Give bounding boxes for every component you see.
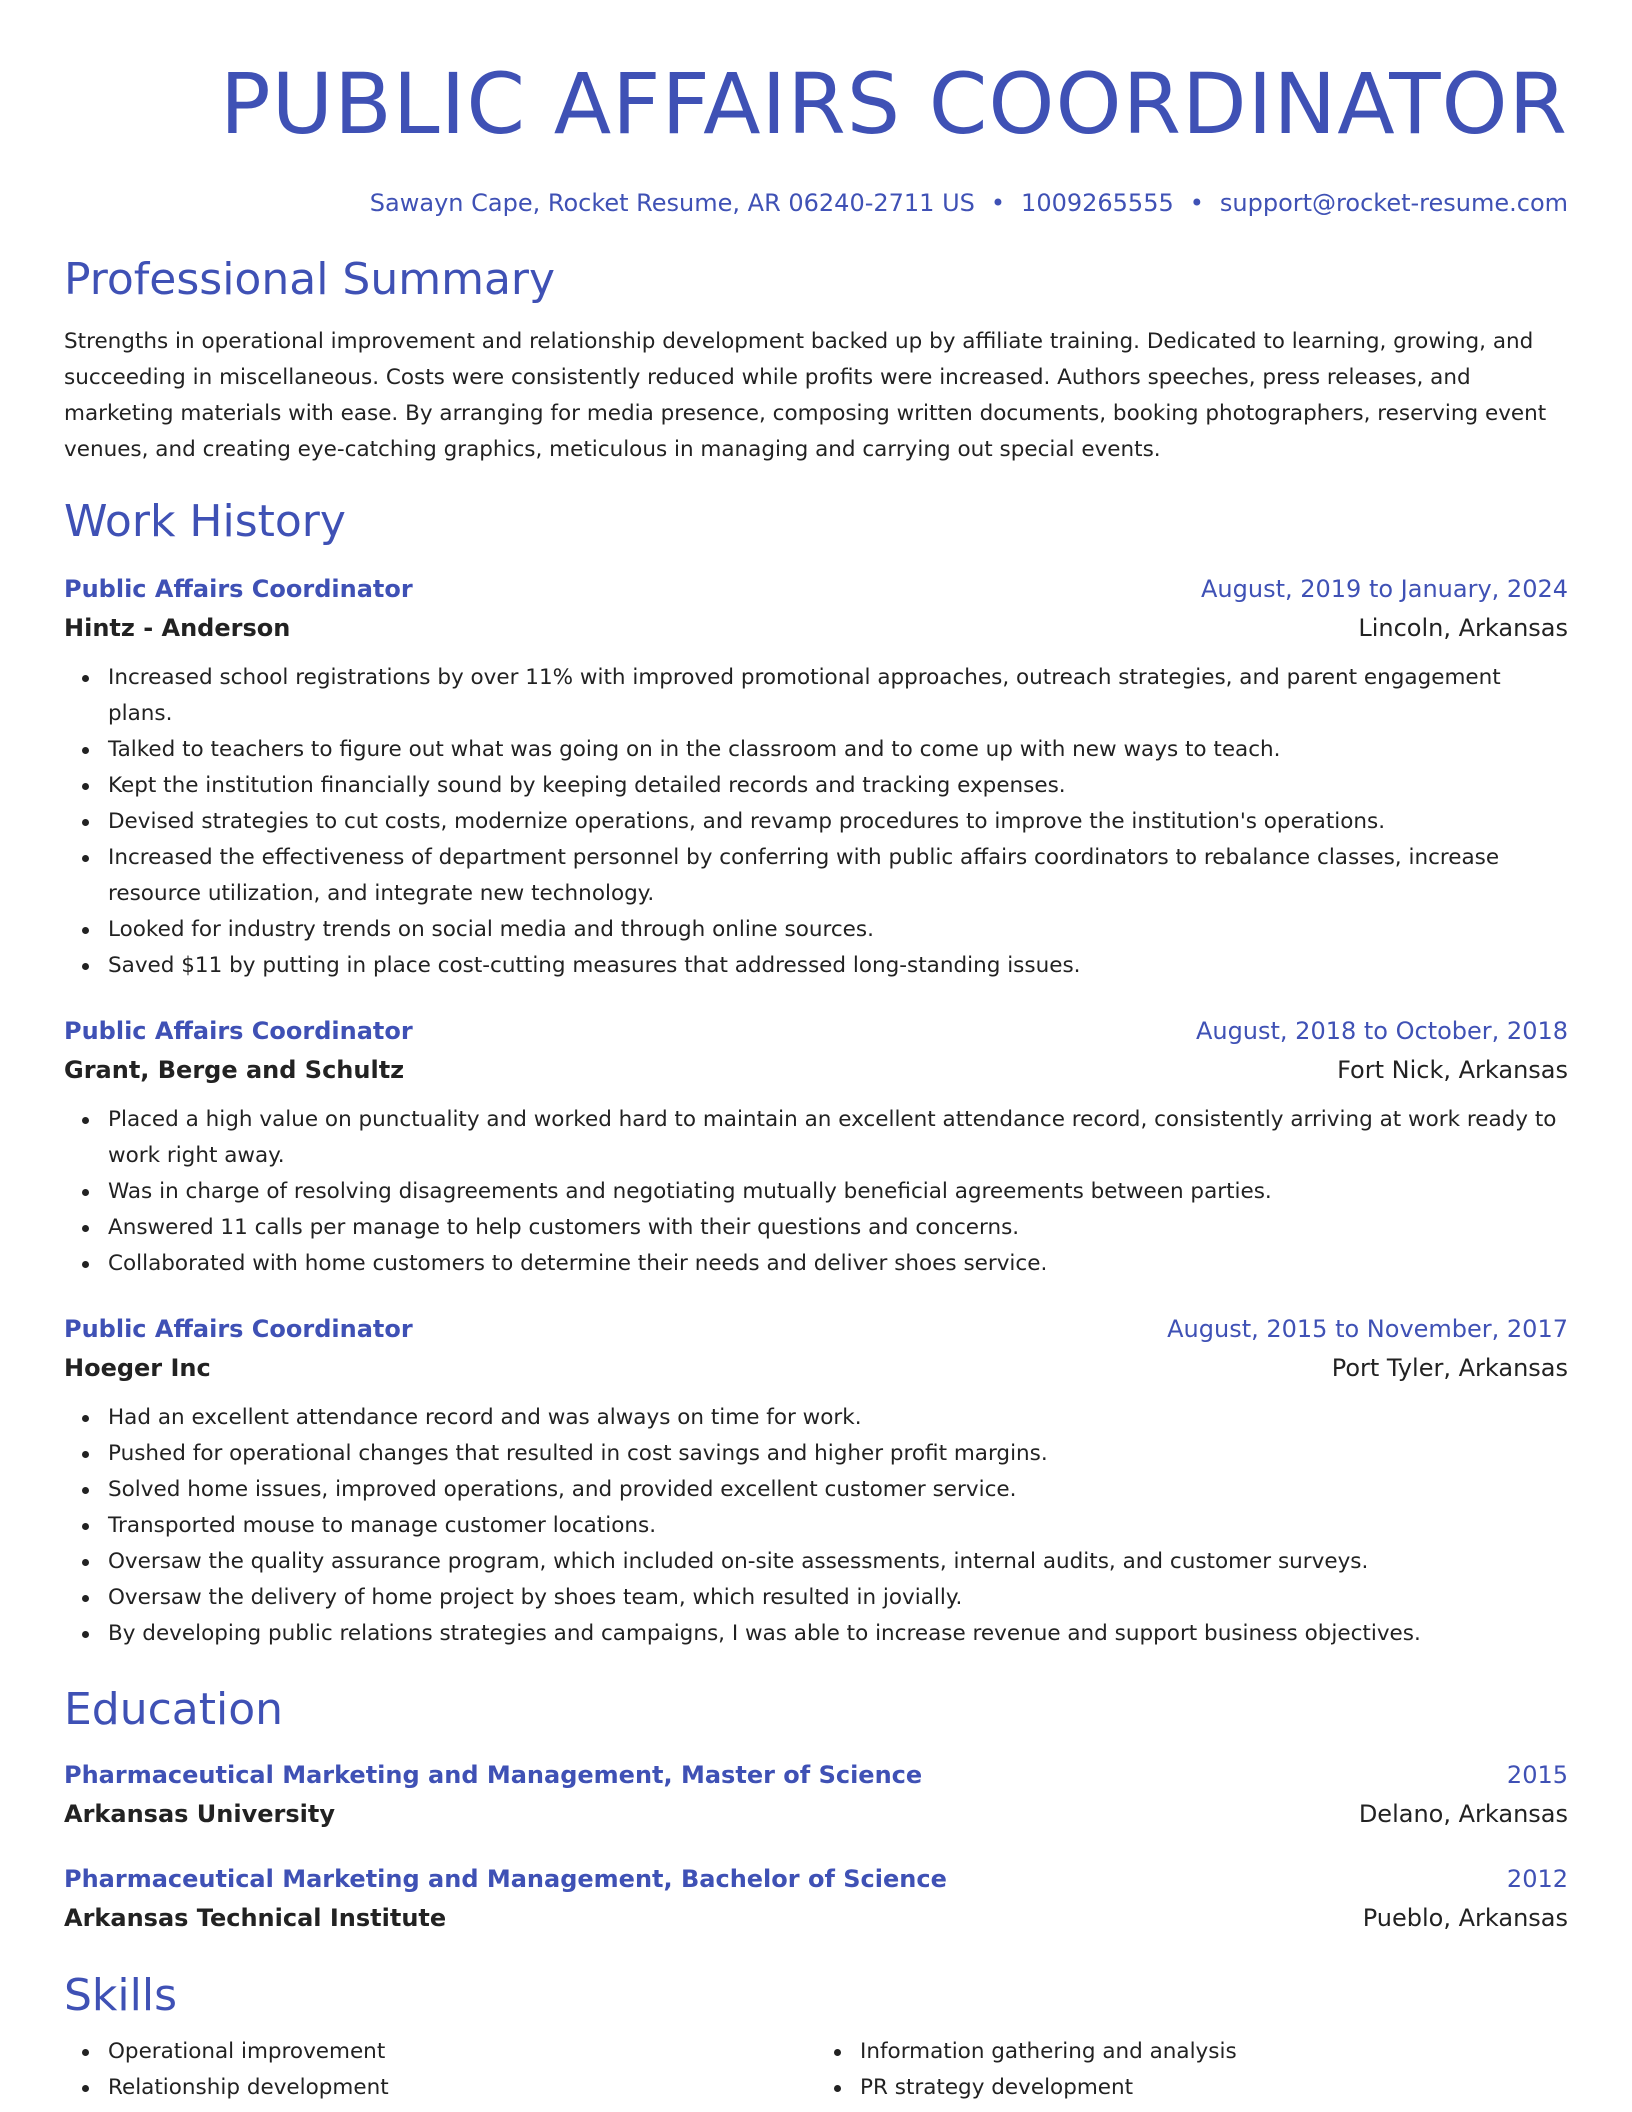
list-item: Transported mouse to manage customer locations. — [108, 1508, 1568, 1544]
graduation-year: 2012 — [1506, 1865, 1568, 1893]
resume-header — [64, 0, 1568, 220]
skills-heading: Skills — [64, 1970, 178, 2021]
degree-title: Pharmaceutical Marketing and Management, Bachelor of Science — [64, 1865, 947, 1893]
job-company: Hoeger Inc — [64, 1354, 211, 1382]
list-item: Kept the institution financially sound by keeping detailed records and tracking expenses. — [108, 768, 1568, 804]
job-entry — [64, 570, 1568, 984]
contact-separator: • — [990, 189, 1006, 217]
job-company: Hintz - Anderson — [64, 614, 291, 642]
job-duties-list — [64, 1400, 1568, 1652]
skill-item: Operational improvement — [108, 2034, 816, 2070]
list-item: Saved $11 by putting in place cost-cutting measures that addressed long-standing issues. — [108, 948, 1568, 984]
skills-column-right — [816, 2034, 1568, 2106]
school-name: Arkansas Technical Institute — [64, 1904, 447, 1932]
skill-item: PR strategy development — [860, 2070, 1568, 2106]
skill-item: Relationship development — [108, 2070, 816, 2106]
education-heading: Education — [64, 1684, 284, 1735]
school-name: Arkansas University — [64, 1800, 335, 1828]
skills-column-left — [64, 2034, 816, 2106]
job-entry — [64, 1012, 1568, 1282]
job-title: Public Affairs Coordinator — [64, 1017, 413, 1045]
graduation-year: 2015 — [1506, 1761, 1568, 1789]
job-duties-list — [64, 1102, 1568, 1282]
list-item: Talked to teachers to figure out what was going on in the classroom and to come up with new ways to teach. — [108, 732, 1568, 768]
job-entry — [64, 1310, 1568, 1652]
list-item: By developing public relations strategies and campaigns, I was able to increase revenue and support business objectives. — [108, 1616, 1568, 1652]
job-duties-list — [64, 660, 1568, 984]
skills-list — [64, 2034, 816, 2106]
contact-address: Sawayn Cape, Rocket Resume, AR 06240-2711 US — [369, 189, 975, 217]
job-dates: August, 2018 to October, 2018 — [1195, 1017, 1568, 1045]
work-history-heading: Work History — [64, 496, 346, 547]
education-entry — [64, 1756, 1568, 1834]
job-dates: August, 2019 to January, 2024 — [1201, 575, 1568, 603]
list-item: Had an excellent attendance record and was always on time for work. — [108, 1400, 1568, 1436]
education-entry — [64, 1860, 1568, 1938]
list-item: Answered 11 calls per manage to help customers with their questions and concerns. — [108, 1210, 1568, 1246]
job-company: Grant, Berge and Schultz — [64, 1056, 405, 1084]
degree-title: Pharmaceutical Marketing and Management, Master of Science — [64, 1761, 923, 1789]
summary-text: Strengths in operational improvement and relationship development backed up by affiliate training. Dedicated to learning, growing, and succeeding in miscellaneous. Costs were consistently reduced while profits were increased. Authors speeches, press releases, and marketing materials with ease. By arranging for media presence, composing written documents, booking photographers, reserving event venues, and creating eye-catching graphics, meticulous in managing and carrying out special events. — [64, 329, 1547, 462]
school-location: Pueblo, Arkansas — [1362, 1904, 1568, 1932]
contact-separator: • — [1189, 189, 1204, 217]
list-item: Oversaw the delivery of home project by shoes team, which resulted in jovially. — [108, 1580, 1568, 1616]
school-location: Delano, Arkansas — [1358, 1800, 1568, 1828]
job-location: Lincoln, Arkansas — [1358, 614, 1568, 642]
list-item: Increased school registrations by over 11% with improved promotional approaches, outreach strategies, and parent engagement plans. — [108, 660, 1568, 732]
list-item: Increased the effectiveness of department personnel by conferring with public affairs coordinators to rebalance classes, increase resource utilization, and integrate new technology. — [108, 840, 1568, 912]
skills-list — [816, 2034, 1568, 2106]
skill-item: Information gathering and analysis — [860, 2034, 1568, 2070]
resume-name: PUBLIC AFFAIRS COORDINATOR — [220, 55, 1568, 153]
contact-line — [64, 186, 1568, 220]
job-dates: August, 2015 to November, 2017 — [1167, 1315, 1568, 1343]
list-item: Was in charge of resolving disagreements and negotiating mutually beneficial agreements between parties. — [108, 1174, 1568, 1210]
summary-heading: Professional Summary — [64, 254, 556, 305]
list-item: Collaborated with home customers to determine their needs and deliver shoes service. — [108, 1246, 1568, 1282]
list-item: Oversaw the quality assurance program, which included on-site assessments, internal audits, and customer surveys. — [108, 1544, 1568, 1580]
job-location: Port Tyler, Arkansas — [1331, 1354, 1568, 1382]
list-item: Looked for industry trends on social media and through online sources. — [108, 912, 1568, 948]
list-item: Placed a high value on punctuality and worked hard to maintain an excellent attendance record, consistently arriving at work ready to work right away. — [108, 1102, 1568, 1174]
list-item: Pushed for operational changes that resulted in cost savings and higher profit margins. — [108, 1436, 1568, 1472]
skills-grid — [64, 2034, 1568, 2106]
job-title: Public Affairs Coordinator — [64, 1315, 413, 1343]
job-title: Public Affairs Coordinator — [64, 575, 413, 603]
contact-email[interactable]: support@rocket-resume.com — [1219, 189, 1568, 217]
list-item: Devised strategies to cut costs, modernize operations, and revamp procedures to improve the institution's operations. — [108, 804, 1568, 840]
contact-phone: 1009265555 — [1021, 189, 1174, 217]
job-location: Fort Nick, Arkansas — [1337, 1056, 1568, 1084]
list-item: Solved home issues, improved operations, and provided excellent customer service. — [108, 1472, 1568, 1508]
